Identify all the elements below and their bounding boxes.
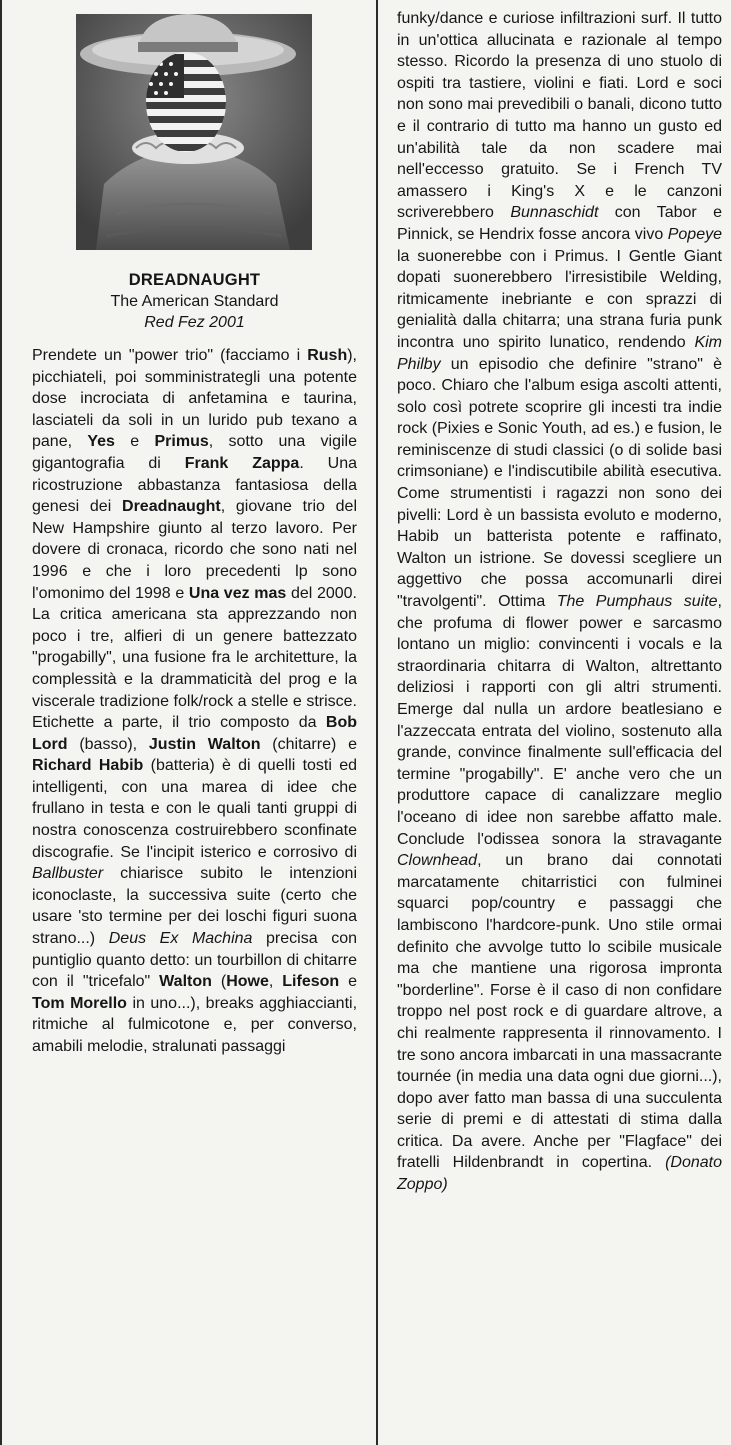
band-name-yes: Yes — [87, 433, 115, 451]
review-paragraph-left — [32, 345, 357, 1058]
text-run: precisa con puntiglio quanto detto: un tourbillon di chitarre con il "tricefalo" — [32, 930, 358, 991]
review-text-right-column — [397, 8, 722, 1196]
band-name-primus: Primus — [154, 433, 209, 451]
artist-name-lifeson: Lifeson — [282, 973, 340, 991]
review-text-left-column — [32, 345, 357, 1058]
text-run: (batteria) è di quelli tosti ed intelligenti, con una marea di idee che frullano in testa e con le quali tanti gruppi di nostra conoscenza costruirebbero sconfinate discografie. Se l'incipit isterico e corrosivo di — [32, 757, 358, 861]
text-run: la suonerebbe con i Primus. I Gentle Giant dopati suonerebbero l'irresistibile Welding, ritmicamente inebriante e con sprazzi di genialità dalla chitarra; una strana furia punk incontra uno spirito lunatico, rendendo — [397, 247, 722, 351]
review-paragraph-right — [397, 8, 722, 1196]
artist-name-frank-zappa: Frank Zappa — [184, 454, 300, 472]
text-run: , sotto una vigile gigantografia di — [32, 433, 357, 472]
text-run: del 2000. La critica americana sta apprezzando non poco i tre, alfieri di un genere battezzato "progabilly", una fusione fra le architetture, la complessità e la drammaticità del prog e la viscerale tradizione folk/rock a stelle e strisce. Etichette a parte, il trio composto da — [32, 584, 357, 732]
artist-name-howe: Howe — [226, 973, 269, 991]
text-run: (basso), — [67, 735, 149, 753]
album-title: The American Standard — [110, 293, 279, 310]
member-name-bob-lord: Bob Lord — [32, 714, 357, 753]
album-band-name: DREADNAUGHT — [128, 271, 261, 289]
artist-name-tom-morello: Tom Morello — [32, 994, 127, 1012]
album-cover-image — [76, 14, 312, 250]
album-header — [32, 270, 357, 333]
column-divider-rule — [376, 0, 378, 1445]
member-name-justin-walton: Justin Walton — [148, 735, 261, 753]
flag-face-cover-art-icon — [76, 14, 312, 250]
track-name-deus-ex-machina: Deus Ex Machina — [108, 930, 253, 948]
track-name-pumphaus-suite: The Pumphaus suite — [556, 593, 718, 611]
text-run: , che profuma di flower power e sarcasmo lontano un miglio: convincenti i vocals e la straordinaria chitarra di Walton, altrettanto deliziosi i rapporti con gli altri strumenti. Emerge dal nulla un ardore beatlesiano e l'azzeccata entrata del violino, sostenuto alla grande, convince finalmente sull'efficacia del termine "progabilly". E' anche vero che un produttore capace di canalizzare meglio l'oceano di idee non sarebbe affatto male. Conclude l'odissea sonora la stravagante — [397, 593, 722, 848]
text-run: funky/dance e curiose infiltrazioni surf. Il tutto in un'ottica allucinata e razionale al tempo stesso. Ricordo la presenza di uno stuolo di ospiti tra tastiere, violini e fiati. Lord e soci non sono mai prevedibili o banali, dicono tutto e il contrario di tutto ma hanno un gusto ed un'abilità tale da non scadere mai nell'eccesso gratuito. Se i French TV amassero i King's X e le canzoni scriverebbero — [397, 10, 722, 222]
member-name-walton: Walton — [159, 973, 212, 991]
text-run: ( — [211, 973, 227, 991]
text-run: in uno...), breaks agghiaccianti, ritmiche al fulmicotone e, per converso, amabili melodie, stralunati passaggi — [32, 994, 358, 1055]
track-name-ballbuster: Ballbuster — [32, 865, 104, 883]
band-name-rush: Rush — [307, 347, 348, 364]
text-run: e — [114, 433, 155, 451]
member-name-richard-habib: Richard Habib — [32, 757, 144, 775]
track-name-clownhead: Clownhead — [397, 852, 478, 870]
review-author: (Donato Zoppo) — [397, 1154, 722, 1194]
text-run: , — [268, 973, 283, 991]
text-run: ), picchiateli, poi somministrategli una potente dose incrociata di anfetamina e taurina, lasciateli da soli in un lurido pub texano a pane, — [32, 347, 357, 451]
text-run: chiarisce subito le intenzioni iconoclaste, la successiva suite (certo che usare 'sto termine per dei loschi figuri suona strano...) — [32, 865, 357, 948]
left-border-rule — [0, 0, 2, 1445]
track-name-popeye: Popeye — [667, 225, 722, 243]
text-run: Prendete un "power trio" (facciamo i — [32, 347, 308, 364]
track-name-kim-philby: Kim Philby — [397, 333, 722, 373]
text-run: , un brano dai connotati marcatamente chitarristici con fulminei squarci pop/country e passaggi che lambiscono l'hardcore-punk. Uno stile ormai definito che avvolge tutto lo scibile musicale ma che mantiene una rigorosa impronta "borderline". Forse è il caso di non confidare troppo nel post rock e di guardare altrove, a chi realmente rappresenta il rinnovamento. I tre sono ancora imbarcati in una massacrante tournée (in media una data ogni due giorni...), dopo aver fatto man bassa di una succulenta serie di premi e di attestati di stima dalla critica. Da avere. Anche per "Flagface" dei fratelli Hildenbrandt in copertina. — [397, 852, 722, 1172]
text-run: con Tabor e Pinnick, se Hendrix fosse ancora vivo — [397, 204, 723, 243]
album-label-year: Red Fez 2001 — [144, 314, 245, 331]
text-run: un episodio che definire "strano" è poco. Chiaro che l'album esiga ascolti attenti, solo così potrete scoprire gli incesti tra indie rock (Pixies e Sonic Youth, ad es.) e fusion, le reminiscenze di studi classici (o di solide basi crimsoniane) e l'indiscutibile abilità esecutiva. Come strumentisti i ragazzi non sono dei pivelli: Lord è un bassista evoluto e moderno, Habib un batterista potente e raffinato, Walton un istrione. Se dovessi scegliere un aggettivo che possa accomunarli direi "travolgenti". Ottima — [397, 355, 722, 611]
text-run: , giovane trio del New Hampshire giunto al terzo lavoro. Per dovere di cronaca, ricordo che sono nati nel 1996 e che i loro precedenti lp sono l'omonimo del 1998 e — [32, 498, 358, 602]
text-run: . Una ricostruzione abbastanza fantasiosa della genesi dei — [32, 454, 357, 516]
album-name-una-vez-mas: Una vez mas — [188, 584, 287, 602]
text-run: (chitarre) e — [260, 735, 357, 753]
track-name-bunnaschidt: Bunnaschidt — [510, 204, 599, 222]
text-run: e — [339, 973, 358, 991]
band-name-dreadnaught: Dreadnaught — [122, 498, 221, 516]
